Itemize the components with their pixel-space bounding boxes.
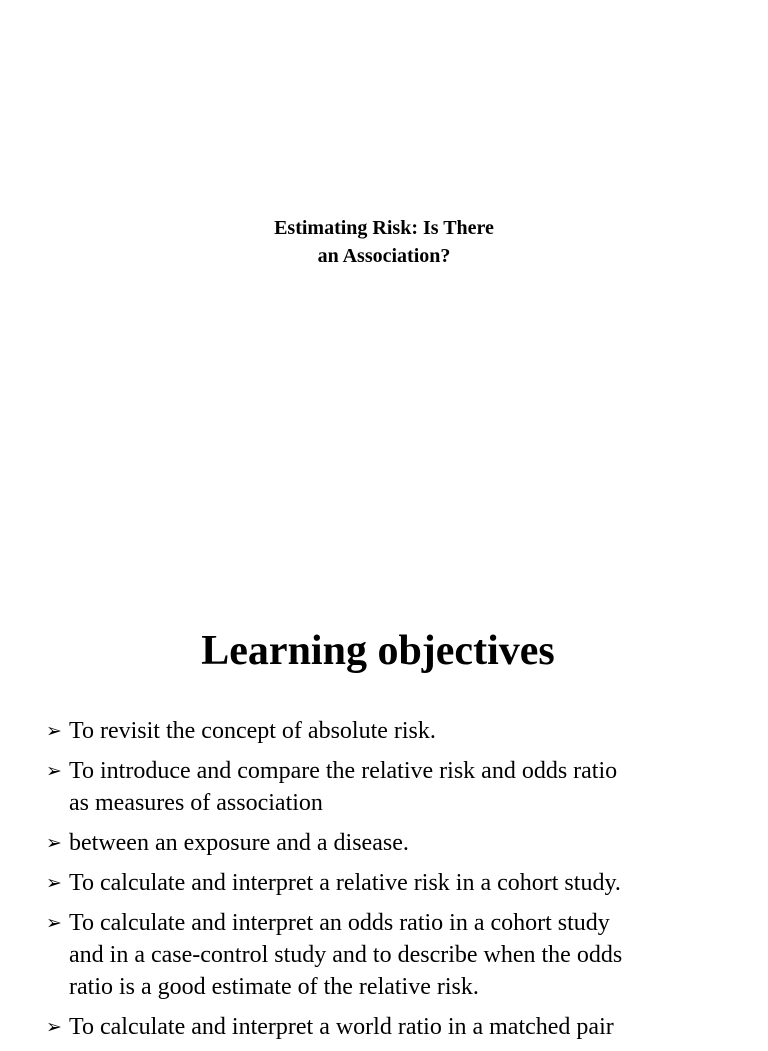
list-item (46, 827, 736, 859)
list-item (46, 715, 736, 747)
slide-title-line-1: Estimating Risk: Is There (274, 217, 494, 239)
list-item (46, 907, 736, 1003)
arrow-bullet-icon: ➢ (46, 720, 62, 742)
arrow-bullet-icon: ➢ (46, 832, 62, 854)
arrow-bullet-icon: ➢ (46, 1016, 62, 1038)
list-item (46, 867, 736, 899)
list-item (46, 755, 736, 819)
arrow-bullet-icon: ➢ (46, 872, 62, 894)
arrow-bullet-icon: ➢ (46, 912, 62, 934)
slide-title (0, 214, 768, 270)
section-heading: Learning objectives (201, 628, 555, 674)
objectives-list (46, 715, 736, 1051)
list-item (46, 1011, 736, 1043)
list-item-text: To calculate and interpret an odds ratio in a cohort study (69, 910, 610, 936)
arrow-bullet-icon: ➢ (46, 760, 62, 782)
list-item-text: and in a case-control study and to describe when the odds (69, 942, 623, 968)
list-item-text: as measures of association (69, 790, 323, 816)
list-item-text: To revisit the concept of absolute risk. (69, 718, 436, 744)
list-item-text: To introduce and compare the relative risk and odds ratio (69, 758, 618, 784)
list-item-text: ratio is a good estimate of the relative risk. (69, 974, 479, 1000)
slide-title-line-2: an Association? (317, 245, 451, 267)
list-item-text: To calculate and interpret a relative risk in a cohort study. (69, 870, 621, 896)
list-item-text: between an exposure and a disease. (69, 830, 409, 856)
list-item-text: To calculate and interpret a world ratio in a matched pair (69, 1014, 614, 1040)
